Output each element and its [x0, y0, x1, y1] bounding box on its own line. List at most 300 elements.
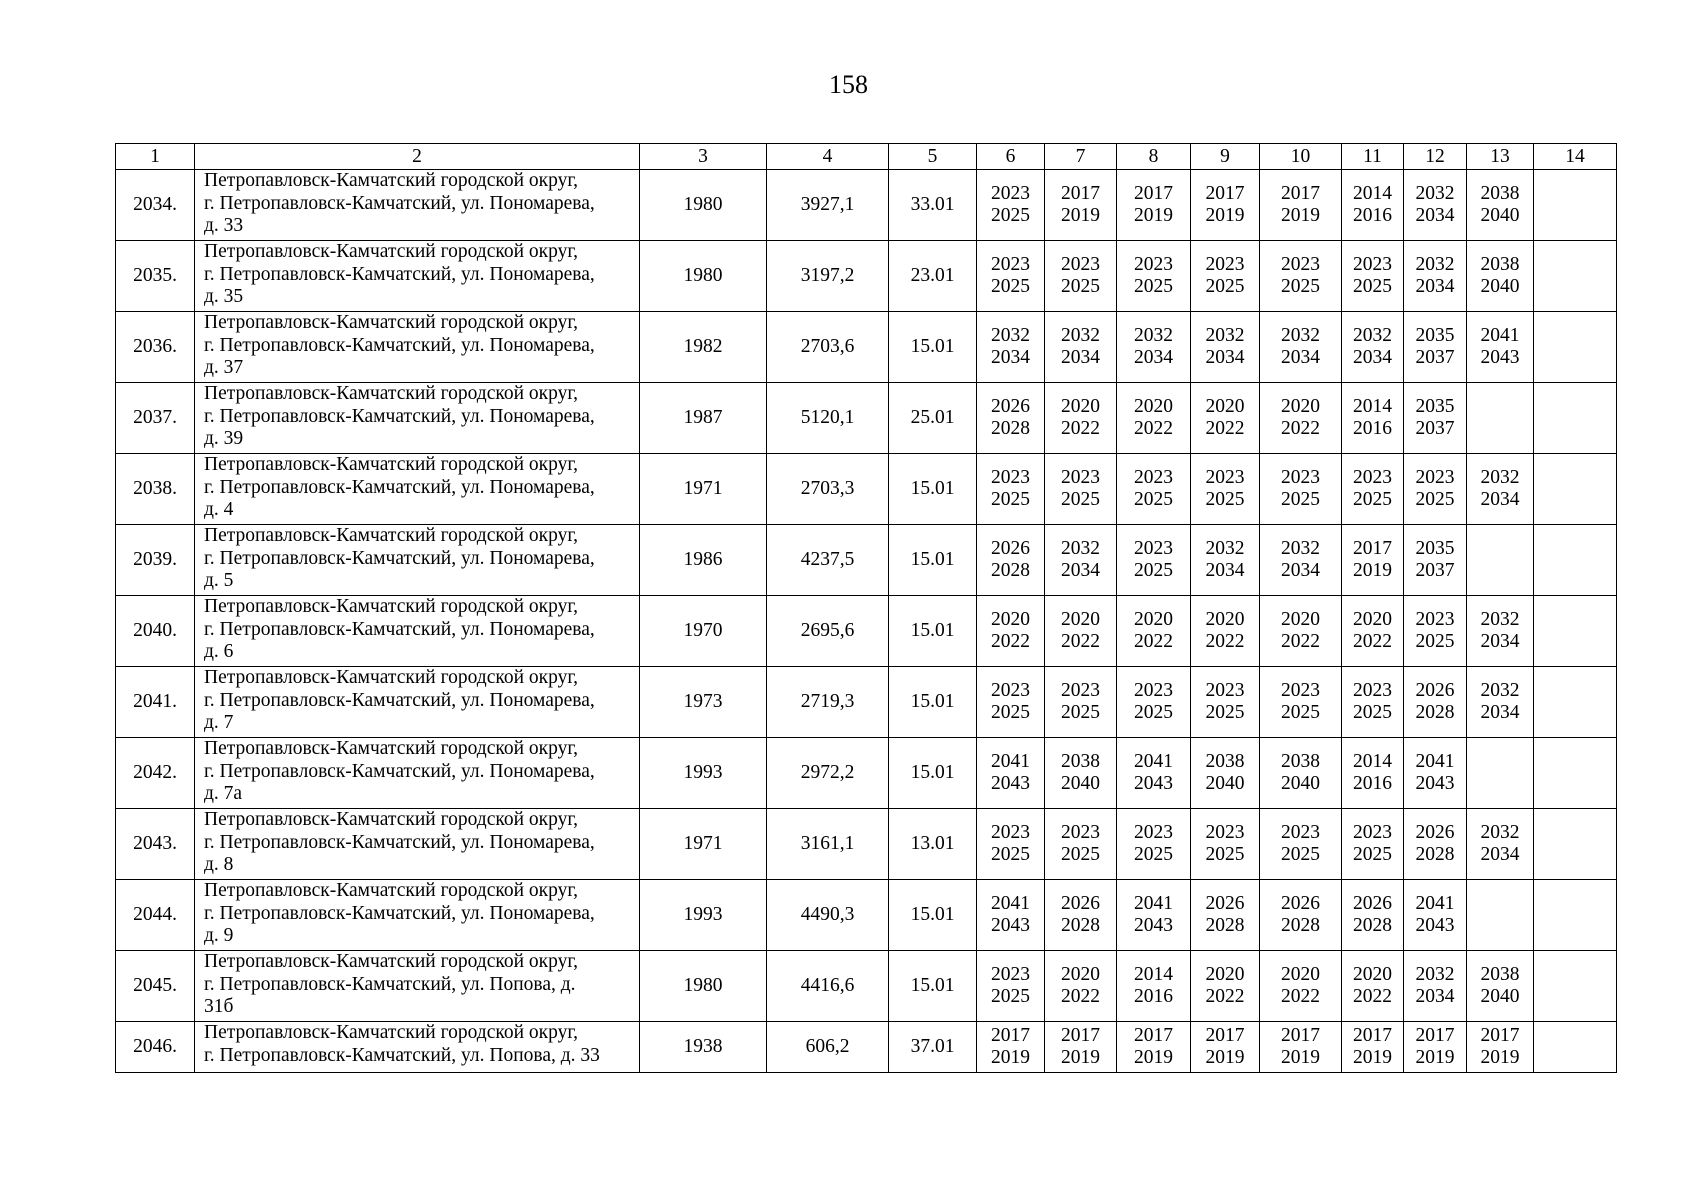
period-year: 2032 — [991, 324, 1030, 346]
period-cell-col-13 — [1467, 596, 1534, 667]
address-line: д. 8 — [204, 854, 234, 875]
period-year: 2020 — [1134, 395, 1173, 417]
period-cell-col-8 — [1117, 1022, 1191, 1073]
period-cell-col-9 — [1191, 738, 1260, 809]
period-cell-col-13 — [1467, 454, 1534, 525]
total-area: 3927,1 — [767, 170, 889, 241]
table-header — [116, 144, 1617, 170]
period-year: 2023 — [1061, 466, 1100, 488]
address-line: 31б — [204, 996, 234, 1017]
period-cell-col-11 — [1342, 454, 1404, 525]
period-year: 2025 — [1205, 276, 1245, 297]
address-line: г. Петропавловск-Камчатский, ул. Пономарева, — [204, 831, 595, 853]
total-area: 2703,6 — [767, 312, 889, 383]
code: 23.01 — [889, 241, 977, 312]
address-line: г. Петропавловск-Камчатский, ул. Пономарева, — [204, 547, 595, 569]
period-cell-col-7 — [1045, 1022, 1117, 1073]
period-cell-col-11 — [1342, 241, 1404, 312]
period-year: 2037 — [1415, 560, 1455, 581]
address-line: д. 6 — [204, 641, 234, 662]
period-year: 2020 — [1205, 395, 1245, 417]
period-cell-col-9 — [1191, 951, 1260, 1022]
period-year: 2017 — [1061, 182, 1100, 204]
total-area: 4237,5 — [767, 525, 889, 596]
period-year: 2038 — [1281, 750, 1320, 772]
period-cell-col-10 — [1260, 454, 1342, 525]
row-number: 2046. — [116, 1022, 195, 1073]
period-cell-col-8 — [1117, 880, 1191, 951]
row-number: 2039. — [116, 525, 195, 596]
period-cell-col-13 — [1467, 880, 1534, 951]
period-cell-col-13 — [1467, 738, 1534, 809]
address-line: Петропавловск-Камчатский городской округ, — [204, 880, 579, 901]
row-number: 2037. — [116, 383, 195, 454]
column-header-2: 2 — [195, 144, 640, 170]
address-cell — [195, 241, 640, 312]
period-year: 2034 — [1480, 631, 1520, 652]
table-row — [116, 738, 1617, 809]
period-cell-col-7 — [1045, 667, 1117, 738]
period-year: 2017 — [1134, 1024, 1173, 1046]
period-cell-col-12 — [1404, 170, 1467, 241]
period-year: 2025 — [1061, 844, 1100, 865]
address-line: г. Петропавловск-Камчатский, ул. Пономарева, — [204, 263, 595, 285]
period-year: 2034 — [1415, 986, 1455, 1007]
period-cell-col-12 — [1404, 809, 1467, 880]
period-cell-col-10 — [1260, 383, 1342, 454]
period-year: 2025 — [991, 844, 1030, 865]
address-line: г. Петропавловск-Камчатский, ул. Пономарева, — [204, 192, 595, 214]
period-cell-col-8 — [1117, 454, 1191, 525]
period-cell-col-6 — [977, 880, 1045, 951]
period-cell-col-11 — [1342, 809, 1404, 880]
build-year: 1980 — [640, 241, 767, 312]
period-cell-col-9 — [1191, 667, 1260, 738]
period-year: 2032 — [1205, 324, 1245, 346]
period-year: 2023 — [1281, 466, 1320, 488]
period-year: 2023 — [1353, 679, 1392, 701]
period-cell-col-14 — [1534, 454, 1617, 525]
period-cell-col-8 — [1117, 170, 1191, 241]
code: 15.01 — [889, 951, 977, 1022]
period-year: 2020 — [1061, 963, 1100, 985]
period-year: 2014 — [1134, 963, 1173, 985]
period-cell-col-10 — [1260, 738, 1342, 809]
period-year: 2023 — [1281, 821, 1320, 843]
period-year: 2032 — [1353, 324, 1392, 346]
period-year: 2019 — [1353, 560, 1392, 581]
period-year: 2025 — [1353, 489, 1392, 510]
period-cell-col-11 — [1342, 667, 1404, 738]
period-year: 2034 — [1480, 702, 1520, 723]
period-year: 2023 — [1205, 253, 1245, 275]
period-year: 2023 — [1134, 821, 1173, 843]
table-row — [116, 809, 1617, 880]
table-row — [116, 880, 1617, 951]
period-year: 2041 — [1415, 892, 1455, 914]
period-year: 2020 — [1281, 963, 1320, 985]
period-year: 2034 — [991, 347, 1030, 368]
period-cell-col-10 — [1260, 667, 1342, 738]
build-year: 1993 — [640, 880, 767, 951]
row-number: 2035. — [116, 241, 195, 312]
address-line: Петропавловск-Камчатский городской округ, — [204, 809, 579, 830]
period-year: 2019 — [1415, 1047, 1455, 1068]
address-line: д. 7а — [204, 783, 243, 804]
period-year: 2023 — [1061, 253, 1100, 275]
period-year: 2040 — [1480, 986, 1520, 1007]
period-cell-col-8 — [1117, 312, 1191, 383]
period-cell-col-9 — [1191, 880, 1260, 951]
total-area: 2972,2 — [767, 738, 889, 809]
period-year: 2023 — [1415, 608, 1455, 630]
address-line: д. 5 — [204, 570, 234, 591]
period-year: 2028 — [1353, 915, 1392, 936]
total-area: 5120,1 — [767, 383, 889, 454]
period-cell-col-7 — [1045, 738, 1117, 809]
period-cell-col-8 — [1117, 738, 1191, 809]
period-cell-col-10 — [1260, 880, 1342, 951]
period-year: 2035 — [1415, 324, 1455, 346]
period-cell-col-11 — [1342, 383, 1404, 454]
period-year: 2022 — [1061, 418, 1100, 439]
column-header-4: 4 — [767, 144, 889, 170]
row-number: 2036. — [116, 312, 195, 383]
column-header-8: 8 — [1117, 144, 1191, 170]
period-year: 2020 — [1205, 963, 1245, 985]
period-year: 2023 — [1134, 466, 1173, 488]
period-cell-col-10 — [1260, 525, 1342, 596]
period-year: 2035 — [1415, 395, 1455, 417]
column-header-1: 1 — [116, 144, 195, 170]
period-year: 2020 — [1205, 608, 1245, 630]
period-cell-col-8 — [1117, 596, 1191, 667]
period-year: 2041 — [1415, 750, 1455, 772]
period-cell-col-14 — [1534, 525, 1617, 596]
table-row — [116, 525, 1617, 596]
period-year: 2025 — [1205, 489, 1245, 510]
code: 13.01 — [889, 809, 977, 880]
table-row — [116, 951, 1617, 1022]
period-year: 2023 — [1134, 253, 1173, 275]
address-cell — [195, 525, 640, 596]
period-year: 2023 — [1205, 679, 1245, 701]
period-year: 2043 — [1415, 773, 1455, 794]
address-line: г. Петропавловск-Камчатский, ул. Пономарева, — [204, 760, 595, 782]
period-year: 2025 — [1353, 844, 1392, 865]
build-year: 1970 — [640, 596, 767, 667]
period-cell-col-13 — [1467, 951, 1534, 1022]
period-year: 2028 — [1061, 915, 1100, 936]
table-row — [116, 312, 1617, 383]
period-year: 2032 — [1281, 537, 1320, 559]
period-year: 2043 — [1134, 915, 1173, 936]
period-year: 2017 — [991, 1024, 1030, 1046]
period-cell-col-9 — [1191, 809, 1260, 880]
period-year: 2025 — [1281, 276, 1320, 297]
period-year: 2020 — [991, 608, 1030, 630]
period-year: 2022 — [1061, 631, 1100, 652]
period-cell-col-11 — [1342, 951, 1404, 1022]
period-year: 2043 — [1480, 347, 1520, 368]
total-area: 2719,3 — [767, 667, 889, 738]
period-year: 2026 — [1061, 892, 1100, 914]
period-year: 2017 — [1061, 1024, 1100, 1046]
period-year: 2023 — [1134, 537, 1173, 559]
period-year: 2038 — [1480, 253, 1520, 275]
code: 15.01 — [889, 667, 977, 738]
address-line: Петропавловск-Камчатский городской округ, — [204, 383, 579, 404]
total-area: 606,2 — [767, 1022, 889, 1073]
period-year: 2017 — [1205, 182, 1245, 204]
period-year: 2023 — [1205, 466, 1245, 488]
period-year: 2023 — [991, 253, 1030, 275]
period-year: 2022 — [1205, 986, 1245, 1007]
period-year: 2020 — [1281, 395, 1320, 417]
build-year: 1980 — [640, 951, 767, 1022]
table-row — [116, 1022, 1617, 1073]
period-year: 2014 — [1353, 182, 1392, 204]
period-year: 2017 — [1415, 1024, 1455, 1046]
period-year: 2023 — [1353, 466, 1392, 488]
period-cell-col-11 — [1342, 170, 1404, 241]
address-cell — [195, 170, 640, 241]
period-year: 2043 — [1134, 773, 1173, 794]
period-year: 2037 — [1415, 418, 1455, 439]
period-cell-col-10 — [1260, 596, 1342, 667]
period-cell-col-13 — [1467, 170, 1534, 241]
period-year: 2026 — [1415, 821, 1455, 843]
period-year: 2020 — [1061, 395, 1100, 417]
table-row — [116, 454, 1617, 525]
period-cell-col-11 — [1342, 312, 1404, 383]
period-cell-col-8 — [1117, 951, 1191, 1022]
column-header-14: 14 — [1534, 144, 1617, 170]
period-year: 2016 — [1353, 418, 1392, 439]
period-year: 2017 — [1134, 182, 1173, 204]
period-year: 2034 — [1415, 276, 1455, 297]
code: 15.01 — [889, 525, 977, 596]
period-year: 2041 — [991, 892, 1030, 914]
address-line: г. Петропавловск-Камчатский, ул. Пономарева, — [204, 689, 595, 711]
column-header-12: 12 — [1404, 144, 1467, 170]
address-cell — [195, 596, 640, 667]
period-year: 2028 — [991, 560, 1030, 581]
period-year: 2025 — [1415, 631, 1455, 652]
period-year: 2019 — [1061, 205, 1100, 226]
address-line: Петропавловск-Камчатский городской округ, — [204, 241, 579, 262]
period-year: 2023 — [1281, 679, 1320, 701]
period-cell-col-13 — [1467, 312, 1534, 383]
code: 15.01 — [889, 880, 977, 951]
period-year: 2034 — [1281, 347, 1320, 368]
period-year: 2025 — [1281, 844, 1320, 865]
period-year: 2019 — [991, 1047, 1030, 1068]
period-year: 2023 — [1061, 679, 1100, 701]
period-cell-col-14 — [1534, 809, 1617, 880]
period-year: 2026 — [1415, 679, 1455, 701]
total-area: 3161,1 — [767, 809, 889, 880]
period-year: 2023 — [1281, 253, 1320, 275]
period-cell-col-9 — [1191, 383, 1260, 454]
period-cell-col-14 — [1534, 170, 1617, 241]
address-line: Петропавловск-Камчатский городской округ, — [204, 951, 579, 972]
period-cell-col-13 — [1467, 809, 1534, 880]
period-year: 2017 — [1281, 1024, 1320, 1046]
address-line: д. 37 — [204, 357, 244, 378]
address-line: г. Петропавловск-Камчатский, ул. Пономарева, — [204, 476, 595, 498]
code: 15.01 — [889, 596, 977, 667]
table-row — [116, 383, 1617, 454]
period-year: 2020 — [1353, 608, 1392, 630]
period-year: 2016 — [1353, 205, 1392, 226]
period-year: 2019 — [1134, 1047, 1173, 1068]
table-row — [116, 241, 1617, 312]
table-row — [116, 596, 1617, 667]
period-year: 2019 — [1134, 205, 1173, 226]
row-number: 2034. — [116, 170, 195, 241]
build-year: 1982 — [640, 312, 767, 383]
period-year: 2025 — [1281, 702, 1320, 723]
period-cell-col-8 — [1117, 809, 1191, 880]
period-cell-col-14 — [1534, 312, 1617, 383]
period-year: 2034 — [1061, 560, 1100, 581]
address-line: г. Петропавловск-Камчатский, ул. Попова, д. — [204, 973, 576, 995]
total-area: 2703,3 — [767, 454, 889, 525]
period-year: 2038 — [1061, 750, 1100, 772]
period-cell-col-7 — [1045, 809, 1117, 880]
row-number: 2043. — [116, 809, 195, 880]
build-year: 1993 — [640, 738, 767, 809]
period-cell-col-6 — [977, 312, 1045, 383]
period-cell-col-8 — [1117, 525, 1191, 596]
period-year: 2019 — [1281, 205, 1320, 226]
period-year: 2025 — [1134, 489, 1173, 510]
page-number: 158 — [829, 70, 868, 99]
period-year: 2019 — [1353, 1047, 1392, 1068]
build-year: 1987 — [640, 383, 767, 454]
period-cell-col-12 — [1404, 312, 1467, 383]
period-year: 2016 — [1353, 773, 1392, 794]
period-year: 2028 — [1415, 702, 1455, 723]
table-body — [116, 170, 1617, 1073]
code: 25.01 — [889, 383, 977, 454]
period-year: 2032 — [1480, 821, 1520, 843]
period-cell-col-9 — [1191, 1022, 1260, 1073]
period-year: 2023 — [1415, 466, 1455, 488]
address-line: г. Петропавловск-Камчатский, ул. Пономарева, — [204, 618, 595, 640]
period-cell-col-6 — [977, 241, 1045, 312]
period-cell-col-7 — [1045, 596, 1117, 667]
period-year: 2023 — [991, 182, 1030, 204]
period-year: 2041 — [991, 750, 1030, 772]
address-line: д. 7 — [204, 712, 234, 733]
period-year: 2025 — [1205, 844, 1245, 865]
period-year: 2040 — [1205, 773, 1245, 794]
period-cell-col-9 — [1191, 596, 1260, 667]
build-year: 1971 — [640, 809, 767, 880]
address-line: г. Петропавловск-Камчатский, ул. Пономарева, — [204, 902, 595, 924]
build-year: 1973 — [640, 667, 767, 738]
period-year: 2025 — [1061, 489, 1100, 510]
period-cell-col-12 — [1404, 596, 1467, 667]
period-cell-col-8 — [1117, 383, 1191, 454]
period-year: 2026 — [1281, 892, 1320, 914]
period-cell-col-6 — [977, 951, 1045, 1022]
period-cell-col-7 — [1045, 170, 1117, 241]
period-cell-col-9 — [1191, 525, 1260, 596]
code: 15.01 — [889, 738, 977, 809]
table-row — [116, 170, 1617, 241]
period-year: 2038 — [1480, 963, 1520, 985]
period-year: 2025 — [1415, 489, 1455, 510]
period-cell-col-12 — [1404, 738, 1467, 809]
address-line: Петропавловск-Камчатский городской округ, — [204, 738, 579, 759]
address-line: д. 9 — [204, 925, 234, 946]
address-cell — [195, 383, 640, 454]
period-year: 2032 — [1281, 324, 1320, 346]
period-year: 2032 — [1480, 608, 1520, 630]
period-year: 2022 — [1134, 631, 1173, 652]
period-cell-col-6 — [977, 809, 1045, 880]
period-cell-col-9 — [1191, 454, 1260, 525]
period-year: 2022 — [1281, 418, 1320, 439]
total-area: 2695,6 — [767, 596, 889, 667]
period-year: 2043 — [991, 773, 1030, 794]
period-year: 2023 — [991, 466, 1030, 488]
period-year: 2023 — [1205, 821, 1245, 843]
period-cell-col-8 — [1117, 667, 1191, 738]
period-year: 2022 — [1205, 418, 1245, 439]
period-year: 2032 — [1480, 679, 1520, 701]
period-cell-col-10 — [1260, 170, 1342, 241]
column-header-13: 13 — [1467, 144, 1534, 170]
row-number: 2045. — [116, 951, 195, 1022]
period-cell-col-7 — [1045, 312, 1117, 383]
total-area: 4490,3 — [767, 880, 889, 951]
address-cell — [195, 667, 640, 738]
period-year: 2016 — [1134, 986, 1173, 1007]
period-cell-col-14 — [1534, 738, 1617, 809]
address-line: Петропавловск-Камчатский городской округ, — [204, 312, 579, 333]
period-cell-col-11 — [1342, 1022, 1404, 1073]
period-year: 2040 — [1281, 773, 1320, 794]
period-cell-col-6 — [977, 596, 1045, 667]
period-year: 2032 — [1061, 537, 1100, 559]
period-year: 2025 — [991, 205, 1030, 226]
period-year: 2026 — [991, 537, 1030, 559]
row-number: 2040. — [116, 596, 195, 667]
period-year: 2028 — [1281, 915, 1320, 936]
address-cell — [195, 1022, 640, 1073]
period-year: 2034 — [1353, 347, 1392, 368]
period-year: 2022 — [1353, 631, 1392, 652]
address-line: г. Петропавловск-Камчатский, ул. Пономарева, — [204, 405, 595, 427]
period-year: 2026 — [991, 395, 1030, 417]
period-year: 2014 — [1353, 750, 1392, 772]
period-cell-col-13 — [1467, 525, 1534, 596]
period-year: 2028 — [991, 418, 1030, 439]
period-cell-col-10 — [1260, 951, 1342, 1022]
period-year: 2032 — [1415, 963, 1455, 985]
row-number: 2041. — [116, 667, 195, 738]
period-cell-col-12 — [1404, 880, 1467, 951]
period-year: 2023 — [1134, 679, 1173, 701]
period-year: 2038 — [1205, 750, 1245, 772]
period-year: 2043 — [1415, 915, 1455, 936]
period-cell-col-7 — [1045, 383, 1117, 454]
period-year: 2023 — [991, 821, 1030, 843]
